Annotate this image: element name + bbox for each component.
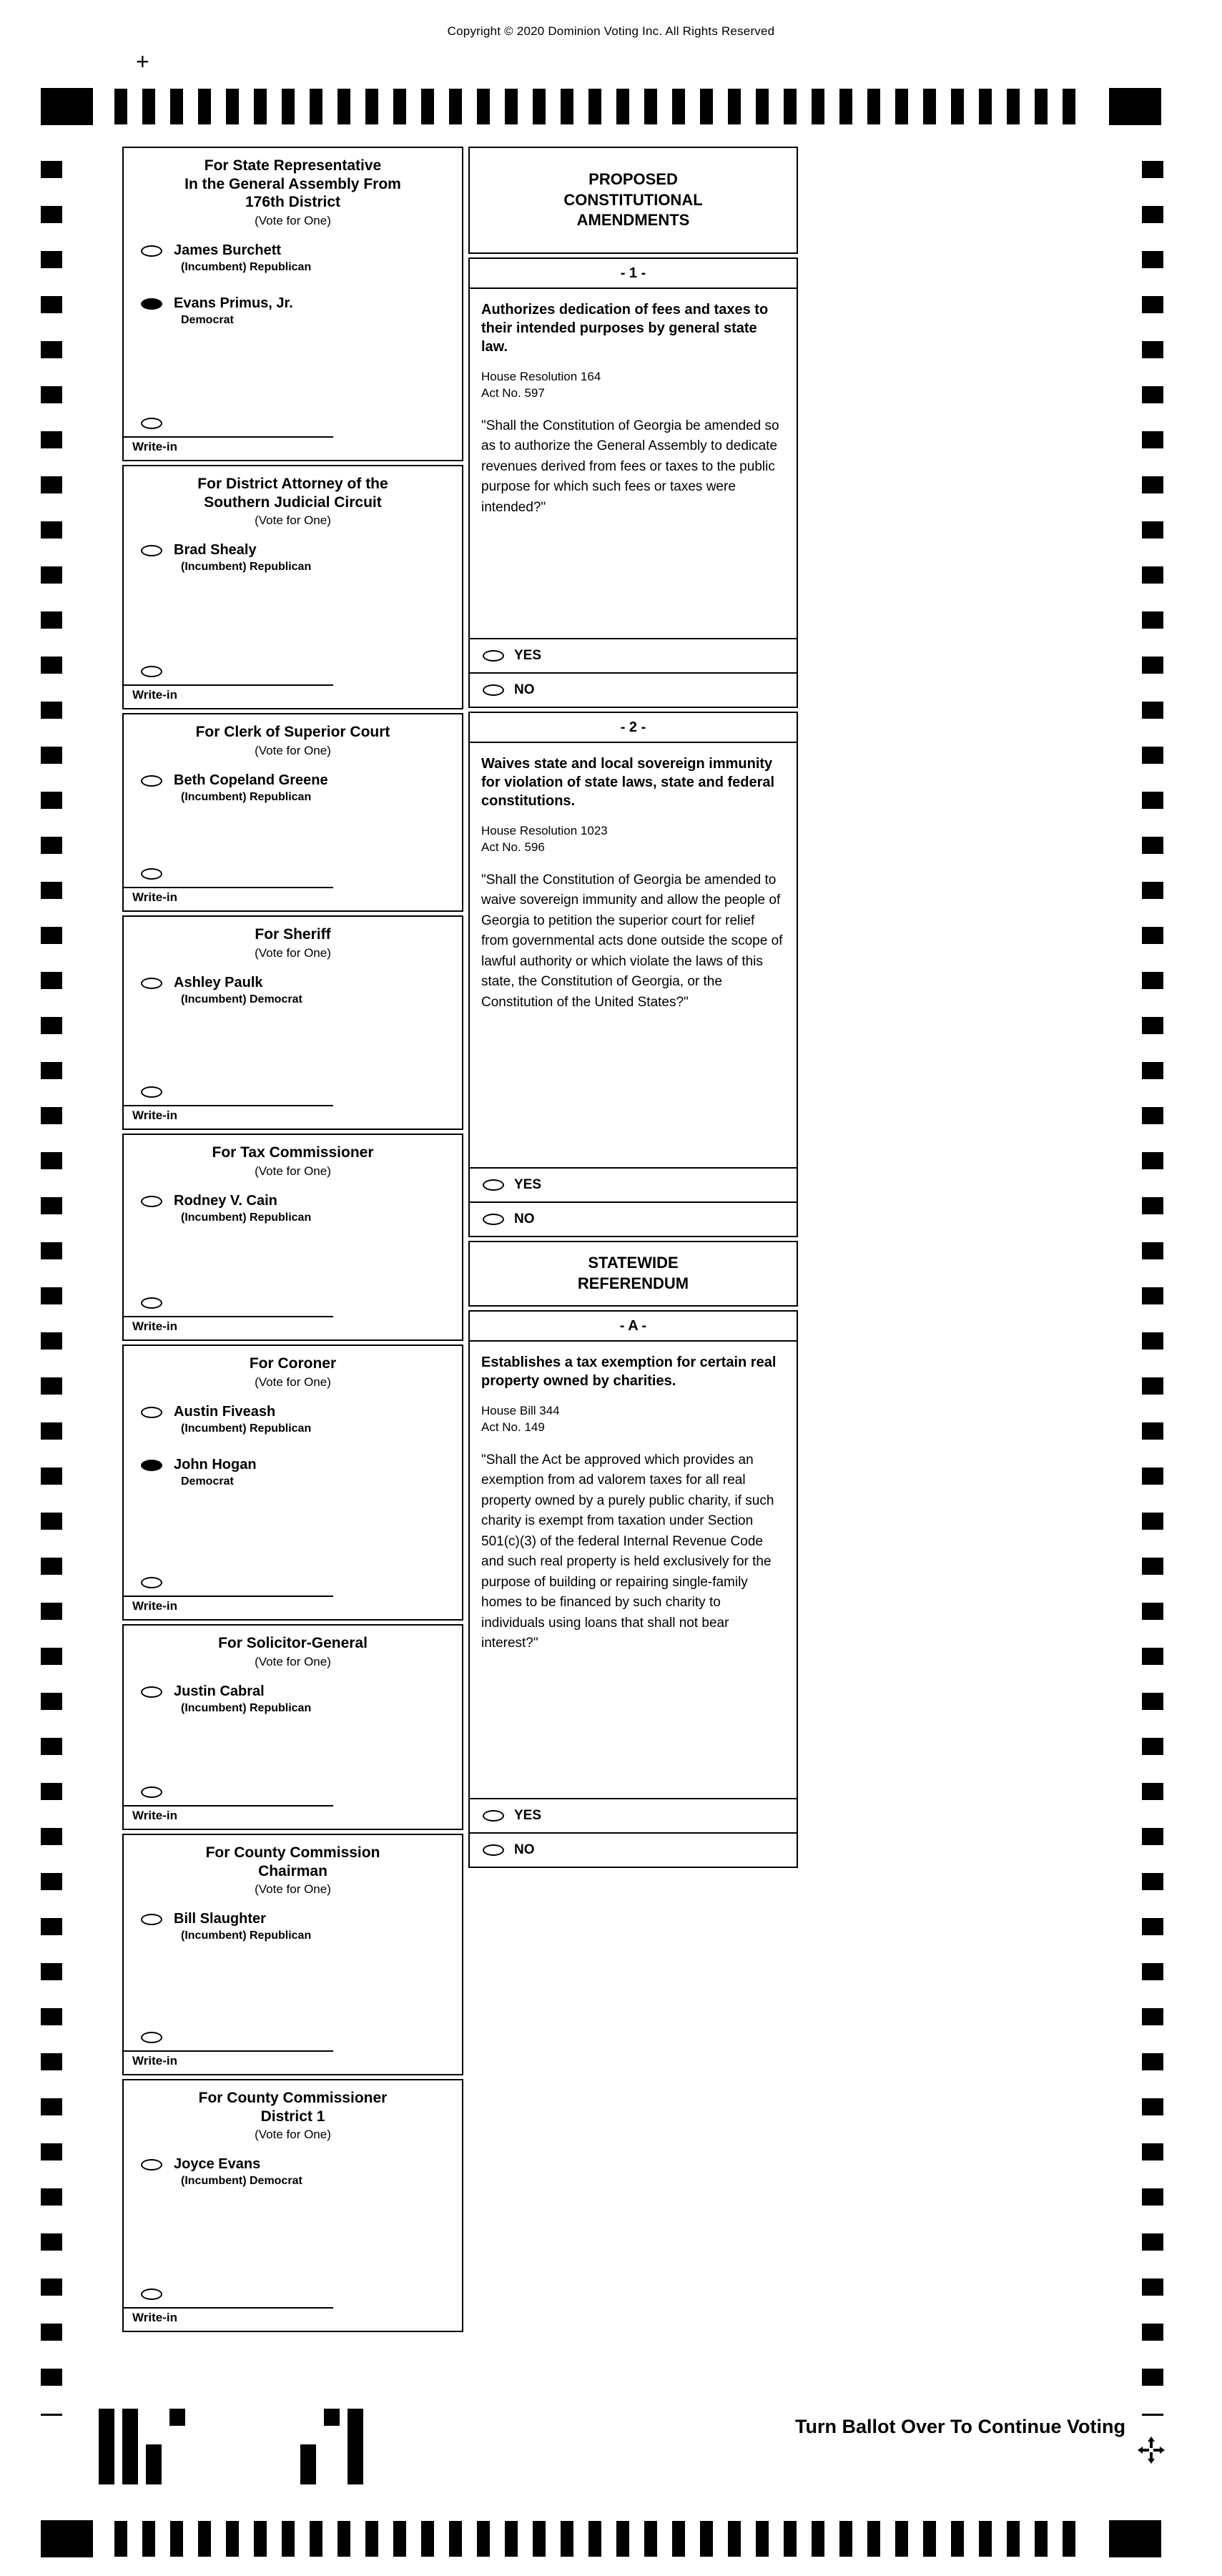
id-bar (122, 2409, 138, 2484)
vote-for-instruction: (Vote for One) (255, 1375, 331, 1389)
contest-title-line: For Solicitor-General (218, 1635, 368, 1651)
contest (122, 465, 463, 709)
candidate-party: (Incumbent) Republican (181, 1422, 312, 1435)
candidate-options (124, 1394, 462, 1510)
vote-bubble[interactable] (483, 1810, 504, 1822)
write-in-option (124, 865, 462, 880)
candidate-name: Evans Primus, Jr. (174, 295, 293, 311)
measure-option-label: NO (514, 1211, 535, 1226)
candidate-party: (Incumbent) Democrat (181, 2175, 302, 2188)
vote-for-instruction: (Vote for One) (255, 1654, 331, 1668)
vote-for-instruction: (Vote for One) (255, 743, 331, 757)
column-header (468, 147, 798, 254)
candidate-option (124, 1911, 462, 1942)
measure-reference-line: Act No. 597 (481, 385, 545, 400)
copyright-notice: Copyright © 2020 Dominion Voting Inc. All Rights Reserved (447, 24, 775, 38)
write-in-label: Write-in (132, 890, 177, 904)
timing-marks-bottom (41, 2520, 1161, 2557)
timing-marks-left (41, 161, 62, 2416)
measure-question: "Shall the Constitution of Georgia be amended to waive sovereign immunity and allow the people of Georgia to petition the superior court for relief from governmental acts done outside the scope of lawful authority or which violate the laws of this state, the Constitution of Georgia, or the Constitution of the United States?" (481, 872, 783, 1010)
vote-for-instruction: (Vote for One) (255, 513, 331, 528)
candidate-text (174, 242, 311, 274)
measure-summary: Waives state and local sovereign immunity for violation of state laws, state and federal constitutions. (481, 756, 775, 809)
contest (122, 915, 463, 1130)
candidate-options (124, 532, 462, 595)
timing-corner-block (41, 2520, 93, 2557)
candidate-name: Brad Shealy (174, 542, 257, 559)
write-in-option (124, 2029, 462, 2043)
write-in-bubble[interactable] (141, 1297, 162, 1309)
id-bar (324, 2409, 340, 2426)
vote-for-instruction: (Vote for One) (255, 945, 331, 960)
timing-corner-block (1109, 2520, 1161, 2557)
candidate-name: Austin Fiveash (174, 1403, 276, 1420)
contest-title (124, 148, 462, 232)
column-header-line: PROPOSED (588, 170, 678, 189)
measure-option (470, 1167, 797, 1201)
contest-title-line: For State Representative (204, 157, 382, 174)
write-in-bubble[interactable] (141, 666, 162, 677)
column-header-line: REFERENDUM (577, 1274, 689, 1292)
candidate-options (124, 1183, 462, 1246)
vote-bubble[interactable] (141, 1196, 162, 1207)
measure-options (470, 1167, 797, 1236)
measure-number: - A - (470, 1312, 797, 1342)
contest (122, 1134, 463, 1341)
vote-for-instruction: (Vote for One) (255, 213, 331, 227)
write-in-bubble[interactable] (141, 1086, 162, 1098)
candidate-options (124, 232, 462, 348)
write-in-label: Write-in (132, 1108, 177, 1122)
timing-marks-top (41, 88, 1161, 125)
candidate-option (124, 975, 462, 1006)
contest-title-line: For Coroner (249, 1355, 337, 1372)
write-in-area (124, 663, 462, 708)
contest-title-line: 176th District (245, 194, 341, 211)
contest-title (124, 714, 462, 762)
contest-title (124, 1135, 462, 1183)
vote-bubble[interactable] (483, 1179, 504, 1191)
contest (122, 1834, 463, 2075)
contest (122, 2079, 463, 2332)
write-in-option (124, 663, 462, 677)
timing-corner-block (1109, 88, 1161, 125)
candidate-option (124, 1683, 462, 1715)
vote-bubble[interactable] (141, 1914, 162, 1925)
measure-option (470, 1798, 797, 1832)
write-in-option (124, 2286, 462, 2300)
write-in-option (124, 1784, 462, 1798)
vote-bubble[interactable] (141, 775, 162, 787)
measure-option-label: YES (514, 1177, 542, 1192)
id-bar (348, 2409, 363, 2484)
vote-bubble[interactable] (483, 684, 504, 696)
candidate-options (124, 965, 462, 1028)
measure-reference-line: House Bill 344 (481, 1404, 560, 1417)
write-in-bubble[interactable] (141, 2032, 162, 2043)
write-in-label: Write-in (132, 1599, 177, 1613)
vote-bubble[interactable] (141, 245, 162, 257)
measure-option (470, 1832, 797, 1867)
candidate-name: Justin Cabral (174, 1683, 265, 1699)
write-in-label: Write-in (132, 688, 177, 702)
write-in-label: Write-in (132, 440, 177, 453)
measure-reference-line: House Resolution 1023 (481, 824, 608, 837)
candidate-options (124, 1901, 462, 1964)
vote-for-instruction: (Vote for One) (255, 2128, 331, 2142)
vote-bubble[interactable] (141, 545, 162, 556)
contest-title-line: Chairman (258, 1862, 327, 1879)
write-in-label: Write-in (132, 1319, 177, 1333)
candidate-party: Democrat (181, 313, 234, 326)
vote-bubble[interactable] (141, 1460, 162, 1471)
candidate-text (174, 542, 311, 574)
candidate-option (124, 542, 462, 574)
measure-number: - 1 - (470, 259, 797, 289)
contest-title (124, 917, 462, 965)
ballot-measure (468, 712, 798, 1237)
write-in-area (124, 1784, 462, 1829)
candidate-options (124, 762, 462, 825)
contest (122, 1624, 463, 1830)
candidate-option (124, 295, 462, 327)
candidate-text (174, 1911, 311, 1942)
candidate-option (124, 2156, 462, 2188)
write-in-label: Write-in (132, 2311, 177, 2324)
candidate-name: Beth Copeland Greene (174, 772, 328, 788)
measure-question: "Shall the Constitution of Georgia be amended so as to authorize the General Assembly to dedicate revenues derived from fees or taxes to the public purpose for which such fees or taxes were intended?" (481, 418, 779, 515)
contest-title (124, 1835, 462, 1901)
contest (122, 147, 463, 461)
candidate-party: Democrat (181, 1475, 234, 1488)
registration-crosshair-icon (1135, 2434, 1167, 2466)
timing-marks-right (1142, 161, 1163, 2416)
contest-title (124, 1626, 462, 1673)
candidate-text (174, 1404, 311, 1435)
candidate-text (174, 1683, 311, 1715)
vote-bubble[interactable] (141, 2159, 162, 2171)
ballot-measure (468, 1310, 798, 1868)
measure-number: - 2 - (470, 713, 797, 743)
vote-for-instruction: (Vote for One) (255, 1164, 331, 1178)
candidate-party: (Incumbent) Democrat (181, 993, 302, 1006)
ballot-measures-column (468, 147, 798, 1872)
write-in-option (124, 415, 462, 429)
measure-option-label: NO (514, 1842, 535, 1857)
candidate-name: Bill Slaughter (174, 1911, 266, 1927)
candidate-option (124, 1404, 462, 1435)
write-in-area (124, 415, 462, 460)
vote-bubble[interactable] (141, 1407, 162, 1418)
candidate-option (124, 242, 462, 274)
write-in-bubble[interactable] (141, 1786, 162, 1798)
measure-option (470, 672, 797, 707)
measure-summary: Authorizes dedication of fees and taxes to their intended purposes by general state law. (481, 302, 769, 355)
measure-options (470, 1798, 797, 1867)
contest-title-line: District 1 (260, 2108, 325, 2125)
timing-bars (114, 89, 1076, 124)
ballot-measure (468, 257, 798, 708)
candidate-name: Ashley Paulk (174, 974, 263, 990)
write-in-area (124, 1083, 462, 1129)
candidate-name: John Hogan (174, 1456, 257, 1473)
contest-title-line: For Clerk of Superior Court (195, 724, 390, 740)
measure-option-label: YES (514, 648, 542, 663)
candidate-text (174, 1457, 257, 1488)
turn-ballot-instruction: Turn Ballot Over To Continue Voting (795, 2416, 1125, 2437)
measure-question: "Shall the Act be approved which provides an exemption from ad valorem taxes for all real property owned by a purely public charity, if such charity is exempt from taxation under Section 501(c)(3) of the federal Internal Revenue Code and such real property is held exclusively for the purpose of building or repairing single-family homes to be financed by such charity to individuals using loans that shall not bear interest?" (481, 1452, 774, 1651)
measure-summary: Establishes a tax exemption for certain real property owned by charities. (481, 1355, 777, 1389)
contest-title-line: For County Commission (205, 1844, 380, 1861)
write-in-area (124, 1574, 462, 1619)
candidate-option (124, 1193, 462, 1224)
candidate-contests-column (122, 147, 463, 2336)
write-in-bubble[interactable] (141, 1577, 162, 1588)
candidate-text (174, 2156, 302, 2188)
measure-references (470, 1390, 797, 1436)
candidate-option (124, 772, 462, 804)
measure-reference-line: House Resolution 164 (481, 370, 601, 383)
candidate-text (174, 772, 328, 804)
measure-option (470, 1201, 797, 1236)
measure-references (470, 810, 797, 856)
write-in-area (124, 2029, 462, 2074)
write-in-area (124, 2286, 462, 2331)
contest-title (124, 1346, 462, 1394)
write-in-bubble[interactable] (141, 418, 162, 429)
contest-title (124, 2080, 462, 2146)
candidate-text (174, 1193, 311, 1224)
contest-title (124, 466, 462, 532)
candidate-party: (Incumbent) Republican (181, 1701, 312, 1714)
write-in-area (124, 865, 462, 910)
contest-title-line: For County Commissioner (198, 2090, 388, 2106)
id-bar (300, 2444, 316, 2484)
vote-bubble[interactable] (141, 978, 162, 989)
measure-options (470, 638, 797, 707)
vote-bubble[interactable] (141, 298, 162, 310)
contest (122, 1344, 463, 1621)
timing-bars (114, 2521, 1076, 2557)
contest-title-line: For Tax Commissioner (212, 1144, 374, 1161)
column-header-line: AMENDMENTS (576, 211, 690, 230)
contest-title-line: For District Attorney of the (197, 476, 388, 492)
column-header-line: CONSTITUTIONAL (563, 190, 703, 209)
candidate-party: (Incumbent) Republican (181, 1929, 312, 1942)
id-bar (169, 2409, 185, 2426)
measure-option (470, 638, 797, 672)
vote-bubble[interactable] (141, 1686, 162, 1698)
contest-title-line: Southern Judicial Circuit (204, 493, 382, 511)
candidate-options (124, 1673, 462, 1736)
vote-bubble[interactable] (483, 1844, 504, 1856)
write-in-label: Write-in (132, 2054, 177, 2068)
measure-option-label: NO (514, 682, 535, 697)
timing-corner-block (41, 88, 93, 125)
candidate-party: (Incumbent) Republican (181, 790, 312, 803)
measure-reference-line: Act No. 149 (481, 1420, 545, 1434)
write-in-area (124, 1294, 462, 1339)
vote-bubble[interactable] (483, 650, 504, 662)
candidate-name: James Burchett (174, 242, 282, 258)
candidate-text (174, 975, 302, 1006)
id-bar (99, 2409, 114, 2484)
candidate-name: Rodney V. Cain (174, 1192, 277, 1209)
measure-reference-line: Act No. 596 (481, 840, 545, 854)
write-in-option (124, 1083, 462, 1098)
candidate-options (124, 2146, 462, 2209)
column-header (468, 1241, 798, 1307)
write-in-option (124, 1294, 462, 1309)
vote-bubble[interactable] (483, 1214, 504, 1225)
measure-option-label: YES (514, 1808, 542, 1823)
write-in-bubble[interactable] (141, 2289, 162, 2300)
candidate-option (124, 1457, 462, 1488)
vote-for-instruction: (Vote for One) (255, 1882, 331, 1897)
column-header-line: STATEWIDE (588, 1254, 679, 1272)
write-in-option (124, 1574, 462, 1588)
candidate-text (174, 295, 293, 327)
contest-title-line: For Sheriff (255, 926, 331, 943)
contest (122, 713, 463, 912)
contest-title-line: In the General Assembly From (184, 175, 401, 192)
id-bar (146, 2444, 162, 2484)
registration-plus-icon: + (136, 49, 149, 74)
write-in-label: Write-in (132, 1809, 177, 1822)
candidate-party: (Incumbent) Republican (181, 561, 312, 574)
ballot-id-marks (99, 2409, 363, 2484)
candidate-party: (Incumbent) Republican (181, 1211, 312, 1224)
candidate-party: (Incumbent) Republican (181, 260, 312, 273)
write-in-bubble[interactable] (141, 868, 162, 880)
candidate-name: Joyce Evans (174, 2156, 261, 2173)
measure-references (470, 356, 797, 402)
